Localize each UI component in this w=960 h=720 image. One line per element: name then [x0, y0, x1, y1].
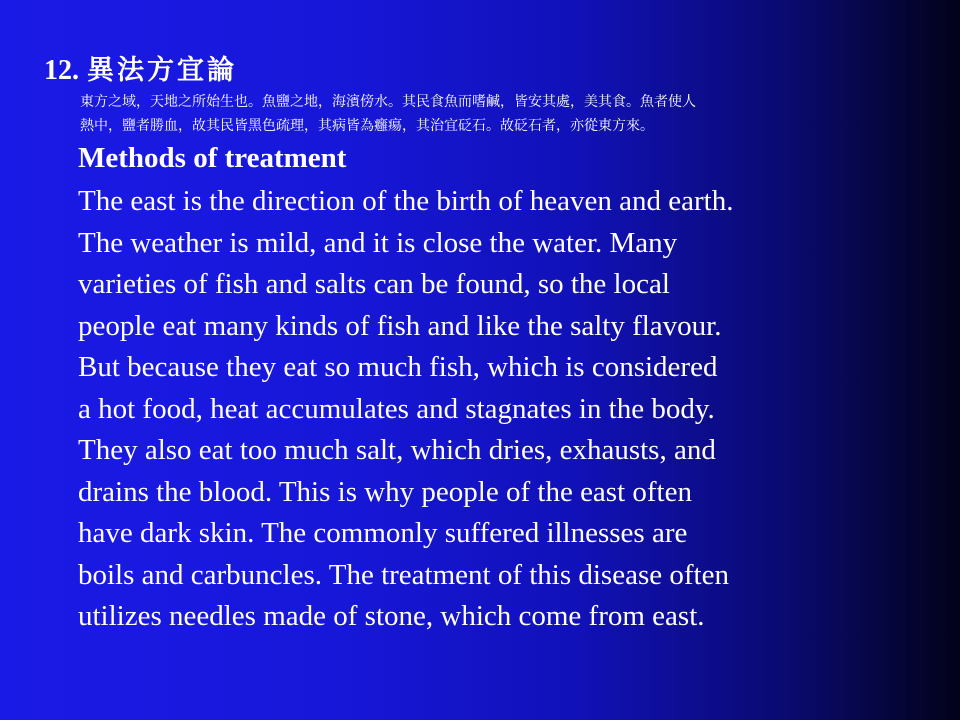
body-line: The weather is mild, and it is close the water. Many — [78, 226, 678, 259]
body-line: people eat many kinds of fish and like the salty flavour. — [78, 309, 722, 342]
body-line: utilizes needles made of stone, which come from east. — [78, 600, 705, 632]
body-line: But because they eat so much fish, which is considered — [78, 351, 718, 383]
english-passage — [78, 181, 938, 638]
body-line: boils and carbuncles. The treatment of this disease often — [78, 558, 729, 591]
body-line: drains the blood. This is why people of the east often — [78, 475, 692, 508]
body-line: a hot food, heat accumulates and stagnates in the body. — [78, 392, 715, 425]
section-subtitle: Methods of treatment — [78, 142, 347, 174]
chinese-line: 東方之域，天地之所始生也。魚鹽之地，海濱傍水。其民食魚而嗜鹹，皆安其處，美其食。魚者使人 — [80, 94, 696, 110]
slide-title — [44, 48, 237, 87]
title-number: 12. — [44, 55, 79, 86]
body-line: The east is the direction of the birth of heaven and earth. — [78, 185, 734, 217]
title-chinese: 異法方宜論 — [87, 55, 237, 86]
body-line: have dark skin. The commonly suffered illnesses are — [78, 517, 688, 549]
body-line: They also eat too much salt, which dries, exhausts, and — [78, 434, 716, 466]
chinese-line: 熱中，鹽者勝血，故其民皆黑色疏理，其病皆為癰瘍，其治宜砭石。故砭石者，亦從東方來。 — [80, 118, 654, 134]
body-line: varieties of fish and salts can be found, so the local — [78, 268, 670, 300]
chinese-passage — [80, 90, 920, 138]
